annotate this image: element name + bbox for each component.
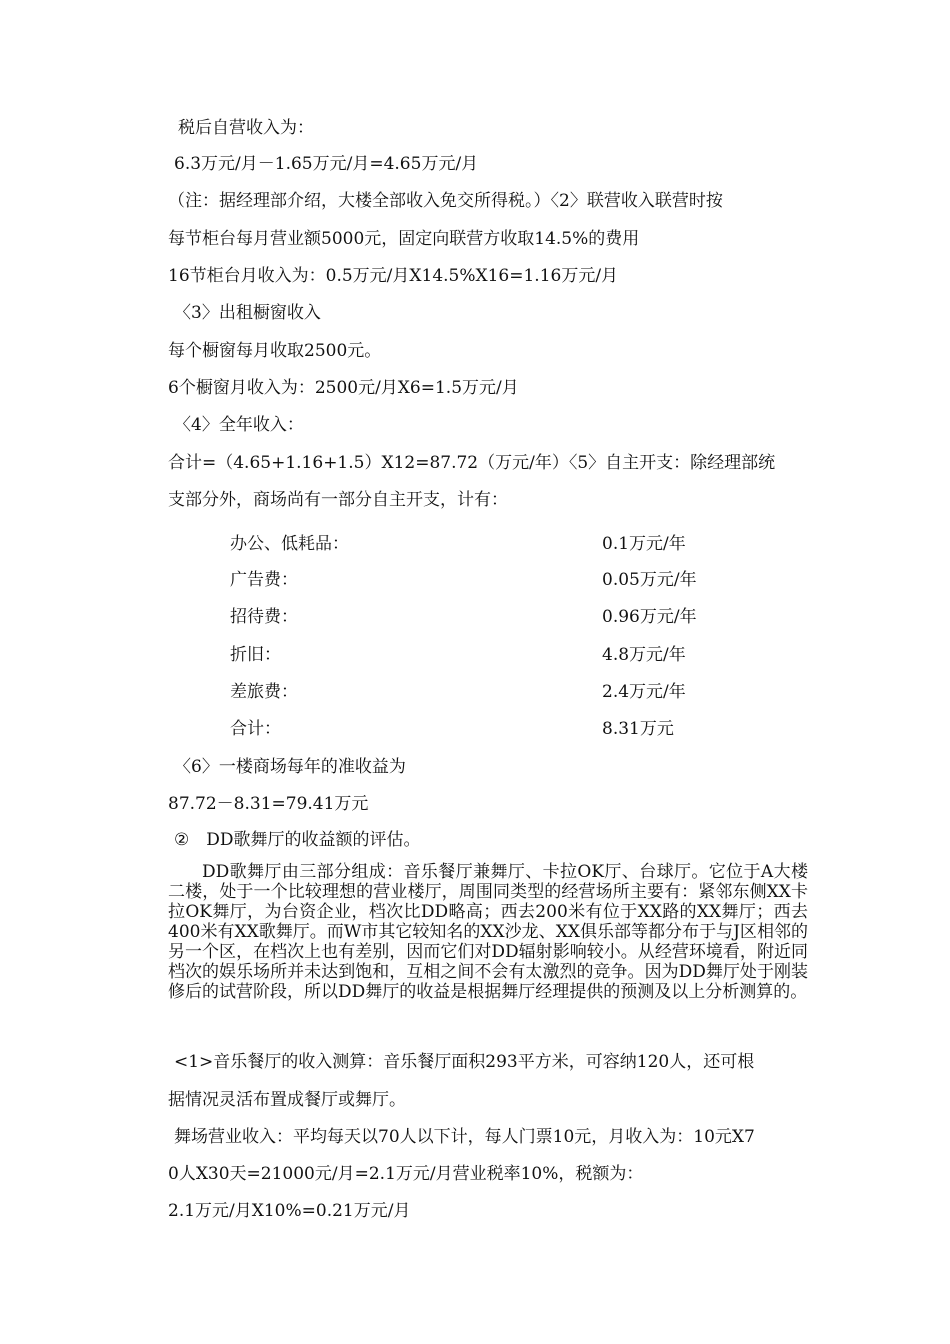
text-line: 每节柜台每月营业额5000元，固定向联营方收取14.5%的费用 [168,229,640,249]
text-line: 〈6〉一楼商场每年的准收益为 [174,757,406,777]
text-line: 舞场营业收入：平均每天以70人以下计，每人门票10元，月收入为：10元X7 [174,1127,755,1147]
section-heading: ② DD歌舞厅的收益额的评估。 [174,830,421,850]
text-line: 〈4〉全年收入： [174,415,304,435]
text-line: 每个橱窗每月收取2500元。 [168,341,382,361]
expense-value: 2.4万元/年 [602,682,686,702]
text-line: 16节柜台月收入为：0.5万元/月X14.5%X16=1.16万元/月 [168,266,619,286]
expense-label: 折旧： [230,645,281,665]
expense-value: 0.96万元/年 [602,607,697,627]
expense-label: 广告费： [230,570,298,590]
text-line: 支部分外，商场尚有一部分自主开支，计有： [168,490,508,510]
expense-label: 差旅费： [230,682,298,702]
text-line: 87.72－8.31=79.41万元 [168,794,369,814]
expense-value: 0.1万元/年 [602,534,686,554]
text-line: 税后自营收入为： [178,118,314,138]
text-line: <1>音乐餐厅的收入测算：音乐餐厅面积293平方米，可容纳120人，还可根 [174,1052,755,1072]
text-line: 据情况灵活布置成餐厅或舞厅。 [168,1090,406,1110]
expense-value: 0.05万元/年 [602,570,697,590]
paragraph-text: DD歌舞厅由三部分组成：音乐餐厅兼舞厅、卡拉OK厅、台球厅。它位于A大楼二楼，处于一个比较理想的营业楼厅，周围同类型的经营场所主要有：紧邻东侧XX卡拉OK舞厅，为台资企业，档次比DD略高；西去200米有位于XX路的XX舞厅；西去400米有XX歌舞厅。而W市其它较知名的XX沙龙、XX俱乐部等都分布于与J区相邻的另一个区，在档次上也有差别，因而它们对DD辐射影响较小。从经营环境看，附近同档次的娱乐场所并未达到饱和，互相之间不会有太激烈的竞争。因为DD舞厅处于刚装修后的试营阶段，所以DD舞厅的收益是根据舞厅经理提供的预测及以上分析测算的。 [168,862,808,1002]
expense-total-label: 合计： [230,719,281,739]
expense-value: 4.8万元/年 [602,645,686,665]
body-paragraph [168,862,808,1002]
text-line: 6个橱窗月收入为：2500元/月X6=1.5万元/月 [168,378,519,398]
text-line: 合计=（4.65+1.16+1.5）X12=87.72（万元/年）〈5〉自主开支：除经理部统 [168,453,776,473]
text-line: 0人X30天=21000元/月=2.1万元/月营业税率10%，税额为： [168,1164,644,1184]
expense-total-value: 8.31万元 [602,719,674,739]
text-line: （注：据经理部介绍，大楼全部收入免交所得税。）〈2〉联营收入联营时按 [168,191,723,211]
expense-label: 招待费： [230,607,298,627]
text-line: 〈3〉出租橱窗收入 [174,303,321,323]
text-line: 2.1万元/月X10%=0.21万元/月 [168,1201,411,1221]
expense-label: 办公、低耗品： [230,534,349,554]
text-line: 6.3万元/月－1.65万元/月=4.65万元/月 [174,154,479,174]
